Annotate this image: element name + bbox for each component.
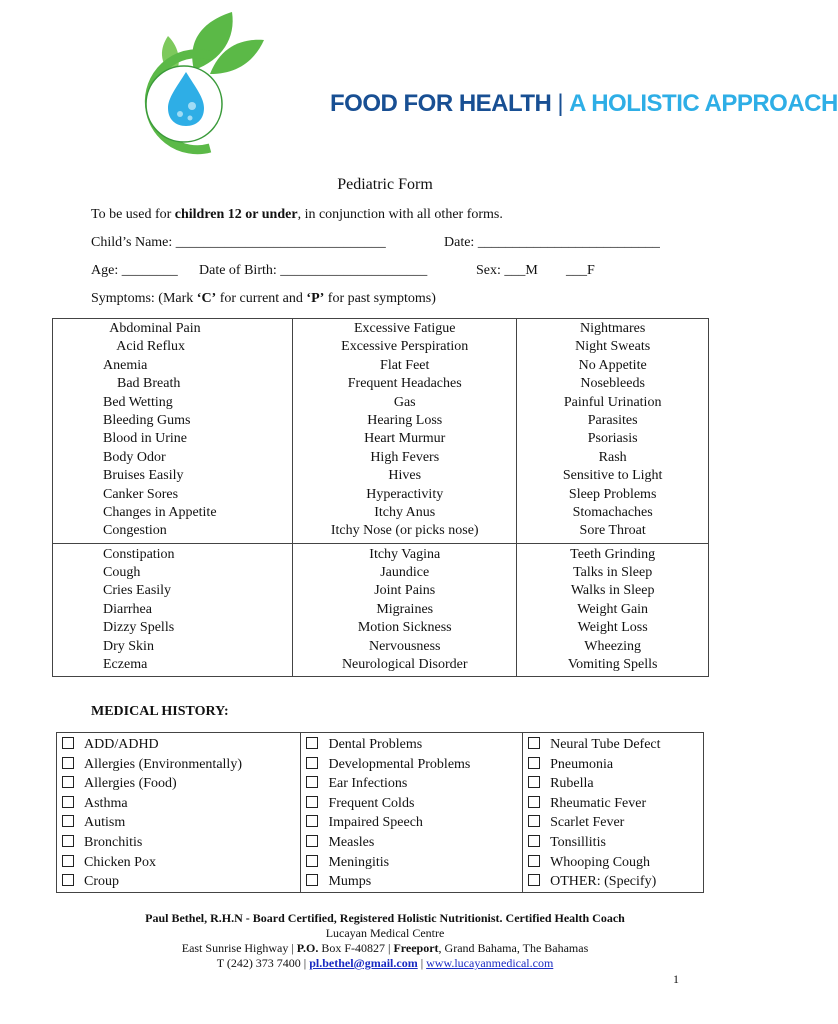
medical-history-label: Measles: [328, 834, 375, 850]
checkbox[interactable]: [306, 796, 318, 808]
symptom-item: Sleep Problems: [568, 486, 657, 502]
medical-history-item[interactable]: [301, 794, 522, 814]
checkbox[interactable]: [62, 835, 74, 847]
symptom-item: Diarrhea: [103, 601, 152, 617]
sex-m-field[interactable]: Sex: ___M: [476, 263, 538, 278]
symptom-item: Anemia: [103, 357, 148, 373]
medical-history-item[interactable]: [301, 813, 522, 833]
medical-history-label: Ear Infections: [328, 776, 408, 792]
symptom-item: Cries Easily: [103, 583, 172, 599]
medical-history-label: Meningitis: [328, 854, 390, 870]
symptom-item: Itchy Vagina: [369, 546, 441, 562]
checkbox[interactable]: [528, 737, 540, 749]
symptom-item: Psoriasis: [587, 431, 638, 447]
symptom-item: Dry Skin: [103, 638, 154, 654]
medical-history-item[interactable]: [523, 794, 703, 814]
symptom-item: Neurological Disorder: [341, 657, 468, 673]
date-field[interactable]: Date: __________________________: [444, 235, 660, 250]
symptom-item: Rash: [598, 449, 627, 465]
medical-history-label: Allergies (Food): [84, 776, 177, 792]
symptom-item: Sensitive to Light: [562, 468, 663, 484]
medical-history-item[interactable]: [523, 755, 703, 775]
medical-history-item[interactable]: [523, 853, 703, 873]
symptoms-column-1: [53, 543, 293, 677]
symptom-item: Vomiting Spells: [567, 657, 658, 673]
checkbox[interactable]: [306, 855, 318, 867]
brand-name: [330, 90, 838, 118]
symptoms-column-3: [517, 543, 709, 677]
medical-history-label: Neural Tube Defect: [550, 737, 661, 752]
checkbox[interactable]: [62, 796, 74, 808]
phone-text: T (242) 373 7400 |: [216, 956, 310, 970]
checkbox[interactable]: [528, 796, 540, 808]
symptoms-column-1: [53, 319, 293, 544]
symptom-item: Excessive Fatigue: [353, 321, 456, 336]
symptom-item: Motion Sickness: [357, 620, 452, 636]
medical-history-column-3: [523, 733, 704, 893]
brand-part-2: A HOLISTIC APPROACH: [569, 90, 838, 117]
medical-history-item[interactable]: [523, 774, 703, 794]
symptom-item: Flat Feet: [380, 357, 430, 373]
brand-separator: |: [557, 90, 564, 117]
checkbox[interactable]: [62, 855, 74, 867]
medical-history-label: Asthma: [84, 795, 128, 811]
symptom-item: Itchy Nose (or picks nose): [330, 523, 479, 539]
checkbox[interactable]: [528, 815, 540, 827]
symptom-item: No Appetite: [578, 357, 647, 373]
symptom-item: Hives: [388, 468, 422, 484]
symptom-item: Abdominal Pain: [103, 321, 201, 336]
symptom-item: Hyperactivity: [366, 486, 444, 502]
symptoms-column-3: [517, 319, 709, 544]
medical-history-label: Allergies (Environmentally): [84, 756, 242, 772]
checkbox[interactable]: [306, 815, 318, 827]
medical-history-label: Rubella: [550, 776, 594, 792]
logo-emblem-icon: [114, 8, 604, 156]
symptom-item: Canker Sores: [103, 486, 179, 502]
medical-history-label: Whooping Cough: [550, 854, 651, 870]
checkbox[interactable]: [62, 815, 74, 827]
symptom-item: Nightmares: [579, 321, 646, 336]
symptom-item: Migraines: [376, 601, 434, 617]
symptoms-table-bottom: [53, 543, 709, 677]
medical-history-label: OTHER: (Specify): [550, 874, 657, 890]
symptom-item: Jaundice: [380, 565, 430, 581]
symptom-item: High Fevers: [370, 449, 440, 465]
medical-history-label: Impaired Speech: [328, 815, 423, 831]
symptom-item: Constipation: [103, 546, 175, 562]
medical-history-label: Bronchitis: [84, 834, 143, 850]
medical-history-label: Mumps: [328, 874, 372, 890]
medical-history-item[interactable]: [57, 833, 300, 853]
checkbox[interactable]: [528, 855, 540, 867]
dob-field[interactable]: Date of Birth: _____________________: [199, 263, 428, 278]
medical-history-item[interactable]: [523, 735, 703, 755]
medical-history-heading: MEDICAL HISTORY:: [91, 704, 229, 719]
logo: [114, 8, 838, 156]
symptom-item: Teeth Grinding: [570, 546, 656, 562]
symptom-item: Nosebleeds: [580, 376, 645, 392]
checkbox[interactable]: [306, 737, 318, 749]
medical-history-item[interactable]: [301, 735, 522, 755]
medical-history-item[interactable]: [301, 833, 522, 853]
checkbox[interactable]: [62, 757, 74, 769]
symptoms-column-2: [293, 543, 517, 677]
medical-history-item[interactable]: [301, 872, 522, 892]
medical-history-label: Scarlet Fever: [550, 815, 625, 831]
medical-history-item[interactable]: [57, 735, 300, 755]
page-title: Pediatric Form: [337, 176, 433, 193]
symptom-item: Congestion: [103, 523, 167, 539]
medical-history-item[interactable]: [301, 853, 522, 873]
medical-history-item[interactable]: [57, 774, 300, 794]
medical-history-column-1: [57, 733, 301, 893]
checkbox[interactable]: [62, 874, 74, 886]
medical-history-item[interactable]: [523, 813, 703, 833]
symptom-item: Talks in Sleep: [573, 565, 653, 581]
symptom-item: Changes in Appetite: [103, 504, 217, 520]
symptom-item: Gas: [393, 394, 416, 410]
symptom-item: Bed Wetting: [103, 394, 173, 410]
sex-f-field[interactable]: ___F: [566, 263, 595, 278]
medical-history-label: Croup: [84, 874, 119, 890]
symptom-item: Blood in Urine: [103, 431, 187, 447]
medical-history-item[interactable]: [301, 774, 522, 794]
medical-history-table: [56, 732, 704, 893]
medical-history-item[interactable]: [523, 872, 703, 892]
medical-history-column-2: [301, 733, 523, 893]
symptom-item: Nervousness: [368, 638, 441, 654]
symptom-item: Frequent Headaches: [347, 376, 462, 392]
symptom-item: Bleeding Gums: [103, 412, 191, 428]
symptom-item: Dizzy Spells: [103, 620, 175, 636]
footer-address: East Sunrise Highway | P.O. Box F-40827 | Freeport, Grand Bahama, The Bahamas: [181, 941, 589, 955]
symptom-item: Bruises Easily: [103, 468, 184, 484]
checkbox[interactable]: [62, 737, 74, 749]
symptom-item: Walks in Sleep: [570, 583, 655, 599]
symptoms-table-top: [53, 319, 709, 544]
checkbox[interactable]: [306, 757, 318, 769]
medical-history-label: Rheumatic Fever: [550, 795, 647, 811]
brand-part-1: FOOD FOR HEALTH: [330, 90, 552, 117]
symptom-item: Weight Gain: [577, 601, 649, 617]
medical-history-label: Pneumonia: [550, 756, 614, 772]
medical-history-label: Autism: [84, 815, 126, 831]
age-field[interactable]: Age: ________: [91, 263, 178, 278]
email-link[interactable]: pl.bethel@gmail.com: [309, 956, 418, 970]
symptom-item: Sore Throat: [579, 523, 646, 539]
checkbox[interactable]: [306, 874, 318, 886]
symptoms-table: [52, 318, 709, 677]
symptoms-instructions: Symptoms: (Mark ‘C’ for current and ‘P’ for past symptoms): [91, 291, 436, 306]
symptom-item: Bad Breath: [103, 376, 181, 392]
symptoms-column-2: [293, 319, 517, 544]
medical-history-label: Developmental Problems: [328, 756, 471, 772]
symptom-item: Cough: [103, 565, 141, 581]
symptom-item: Weight Loss: [577, 620, 648, 636]
medical-history-item[interactable]: [57, 755, 300, 775]
medical-history-item[interactable]: [523, 833, 703, 853]
symptom-item: Parasites: [587, 412, 638, 428]
symptom-item: Wheezing: [584, 638, 642, 654]
medical-history-label: Dental Problems: [328, 737, 423, 752]
checkbox[interactable]: [62, 776, 74, 788]
checkbox[interactable]: [528, 757, 540, 769]
medical-history-label: ADD/ADHD: [84, 737, 159, 752]
website-link[interactable]: www.lucayanmedical.com: [426, 956, 554, 970]
checkbox[interactable]: [528, 776, 540, 788]
symptom-item: Joint Pains: [374, 583, 436, 599]
intro-text: To be used for children 12 or under, in conjunction with all other forms.: [91, 207, 503, 222]
checkbox[interactable]: [306, 776, 318, 788]
checkbox[interactable]: [528, 835, 540, 847]
medical-history-label: Frequent Colds: [328, 795, 415, 811]
symptom-item: Acid Reflux: [103, 339, 186, 355]
medical-history-item[interactable]: [57, 794, 300, 814]
footer-centre: Lucayan Medical Centre: [325, 926, 445, 940]
page-number: 1: [673, 972, 679, 986]
medical-history-item[interactable]: [57, 853, 300, 873]
symptom-item: Night Sweats: [575, 339, 651, 355]
symptom-item: Painful Urination: [563, 394, 662, 410]
symptom-item: Stomachaches: [572, 504, 653, 520]
symptom-item: Itchy Anus: [374, 504, 436, 520]
childs-name-field[interactable]: Child’s Name: ______________________________: [91, 235, 386, 250]
symptom-item: Hearing Loss: [367, 412, 443, 428]
symptom-item: Body Odor: [103, 449, 166, 465]
checkbox[interactable]: [306, 835, 318, 847]
footer-credentials: Paul Bethel, R.H.N - Board Certified, Registered Holistic Nutritionist. Certified Health Coach: [145, 911, 625, 925]
medical-history-item[interactable]: [301, 755, 522, 775]
medical-history-label: Tonsillitis: [550, 834, 606, 850]
symptom-item: Eczema: [103, 657, 148, 673]
medical-history-item[interactable]: [57, 872, 300, 892]
symptom-item: Heart Murmur: [364, 431, 446, 447]
symptom-item: Excessive Perspiration: [341, 339, 469, 355]
medical-history-label: Chicken Pox: [84, 854, 156, 870]
medical-history-item[interactable]: [57, 813, 300, 833]
footer-contact: T (242) 373 7400 | pl.bethel@gmail.com | www.lucayanmedical.com: [216, 956, 554, 970]
checkbox[interactable]: [528, 874, 540, 886]
